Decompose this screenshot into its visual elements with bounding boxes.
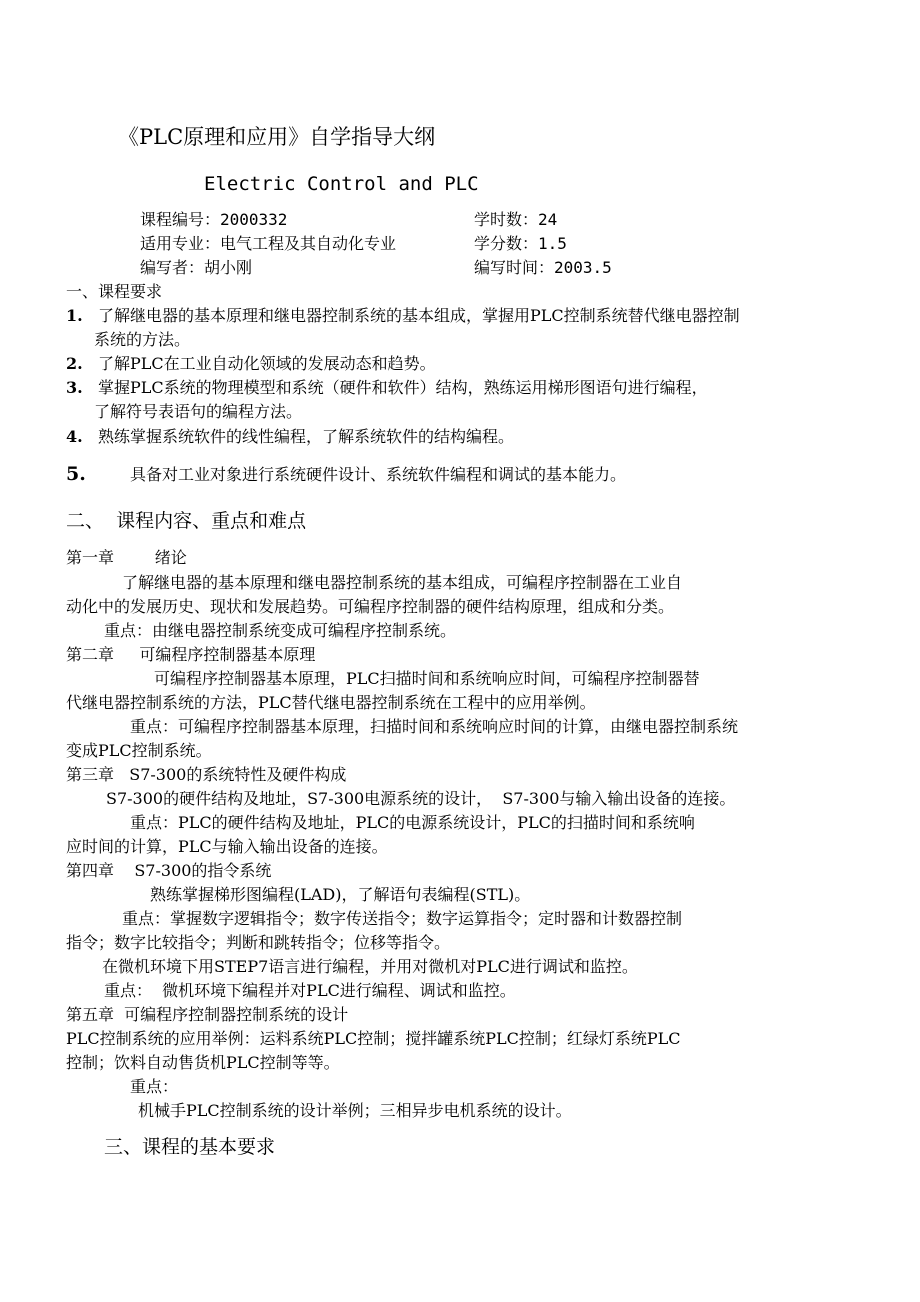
paragraph-line: 在微机环境下用STEP7语言进行编程，并用对微机对PLC进行调试和监控。 — [102, 957, 638, 976]
list-text: 具备对工业对象进行系统硬件设计、系统软件编程和调试的基本能力。 — [130, 465, 627, 484]
paragraph-line: 控制；饮料自动售货机PLC控制等等。 — [66, 1053, 340, 1072]
key-point: 重点：掌握数字逻辑指令；数字传送指令；数字运算指令；定时器和计数器控制 — [122, 909, 683, 928]
list-number: 5. — [66, 463, 86, 485]
list-text: 掌握PLC系统的物理模型和系统（硬件和软件）结构，熟练运用梯形图语句进行编程， — [98, 378, 708, 397]
chapter-title: 第一章 绪论 — [66, 548, 187, 567]
paragraph-line: 可编程序控制器基本原理，PLC扫描时间和系统响应时间，可编程序控制器替 — [154, 669, 700, 688]
key-point-label: 重点： — [130, 1077, 179, 1096]
paragraph-line: PLC控制系统的应用举例：运料系统PLC控制；搅拌罐系统PLC控制；红绿灯系统PLC — [66, 1029, 681, 1048]
section-heading: 二、 课程内容、重点和难点 — [66, 510, 307, 532]
course-major: 适用专业：电气工程及其自动化专业 — [140, 234, 397, 253]
key-point: 重点：PLC的硬件结构及地址，PLC的电源系统设计，PLC的扫描时间和系统响 — [130, 813, 695, 832]
course-credits: 学分数：1.5 — [474, 234, 567, 253]
list-text: 了解PLC在工业自动化领域的发展动态和趋势。 — [98, 354, 436, 373]
paragraph-line: 动化中的发展历史、现状和发展趋势。可编程序控制器的硬件结构原理，组成和分类。 — [66, 597, 675, 616]
section-heading: 三、课程的基本要求 — [104, 1136, 276, 1158]
key-point-continuation: 应时间的计算，PLC与输入输出设备的连接。 — [66, 837, 388, 856]
list-number: 3. — [66, 378, 83, 397]
chapter-title: 第二章 可编程序控制器基本原理 — [66, 645, 316, 664]
list-text: 熟练掌握系统软件的线性编程，了解系统软件的结构编程。 — [98, 427, 515, 446]
course-code: 课程编号：2000332 — [140, 210, 288, 229]
key-point: 重点：可编程序控制器基本原理，扫描时间和系统响应时间的计算，由继电器控制系统 — [130, 717, 739, 736]
course-date: 编写时间：2003.5 — [474, 258, 612, 277]
list-text-continuation: 系统的方法。 — [94, 330, 191, 349]
document-subtitle: Electric Control and PLC — [204, 173, 479, 195]
key-point: 机械手PLC控制系统的设计举例；三相异步电机系统的设计。 — [138, 1101, 572, 1120]
paragraph-line: 熟练掌握梯形图编程(LAD)，了解语句表编程(STL)。 — [150, 885, 531, 904]
course-hours: 学时数：24 — [474, 210, 558, 229]
paragraph-line: S7-300的硬件结构及地址，S7-300电源系统的设计， S7-300与输入输出设备的连接。 — [106, 789, 736, 808]
chapter-title: 第五章 可编程序控制器控制系统的设计 — [66, 1005, 349, 1024]
list-text-continuation: 了解符号表语句的编程方法。 — [94, 402, 303, 421]
list-number: 2. — [66, 354, 83, 373]
section-heading: 一、课程要求 — [66, 282, 163, 301]
list-number: 1. — [66, 306, 83, 325]
list-text: 了解继电器的基本原理和继电器控制系统的基本组成，掌握用PLC控制系统替代继电器控制 — [98, 306, 740, 325]
document-title: 《PLC原理和应用》自学指导大纲 — [118, 125, 436, 149]
key-point-continuation: 指令；数字比较指令；判断和跳转指令；位移等指令。 — [66, 933, 451, 952]
course-author: 编写者：胡小刚 — [140, 258, 253, 277]
key-point: 重点：由继电器控制系统变成可编程序控制系统。 — [104, 621, 457, 640]
list-number: 4. — [66, 427, 83, 446]
chapter-title: 第四章 S7-300的指令系统 — [66, 861, 272, 880]
paragraph-line: 了解继电器的基本原理和继电器控制系统的基本组成，可编程序控制器在工业自 — [122, 573, 683, 592]
key-point-continuation: 变成PLC控制系统。 — [66, 741, 212, 760]
key-point: 重点： 微机环境下编程并对PLC进行编程、调试和监控。 — [104, 981, 516, 1000]
chapter-title: 第三章 S7-300的系统特性及硬件构成 — [66, 765, 347, 784]
paragraph-line: 代继电器控制系统的方法，PLC替代继电器控制系统在工程中的应用举例。 — [66, 693, 596, 712]
